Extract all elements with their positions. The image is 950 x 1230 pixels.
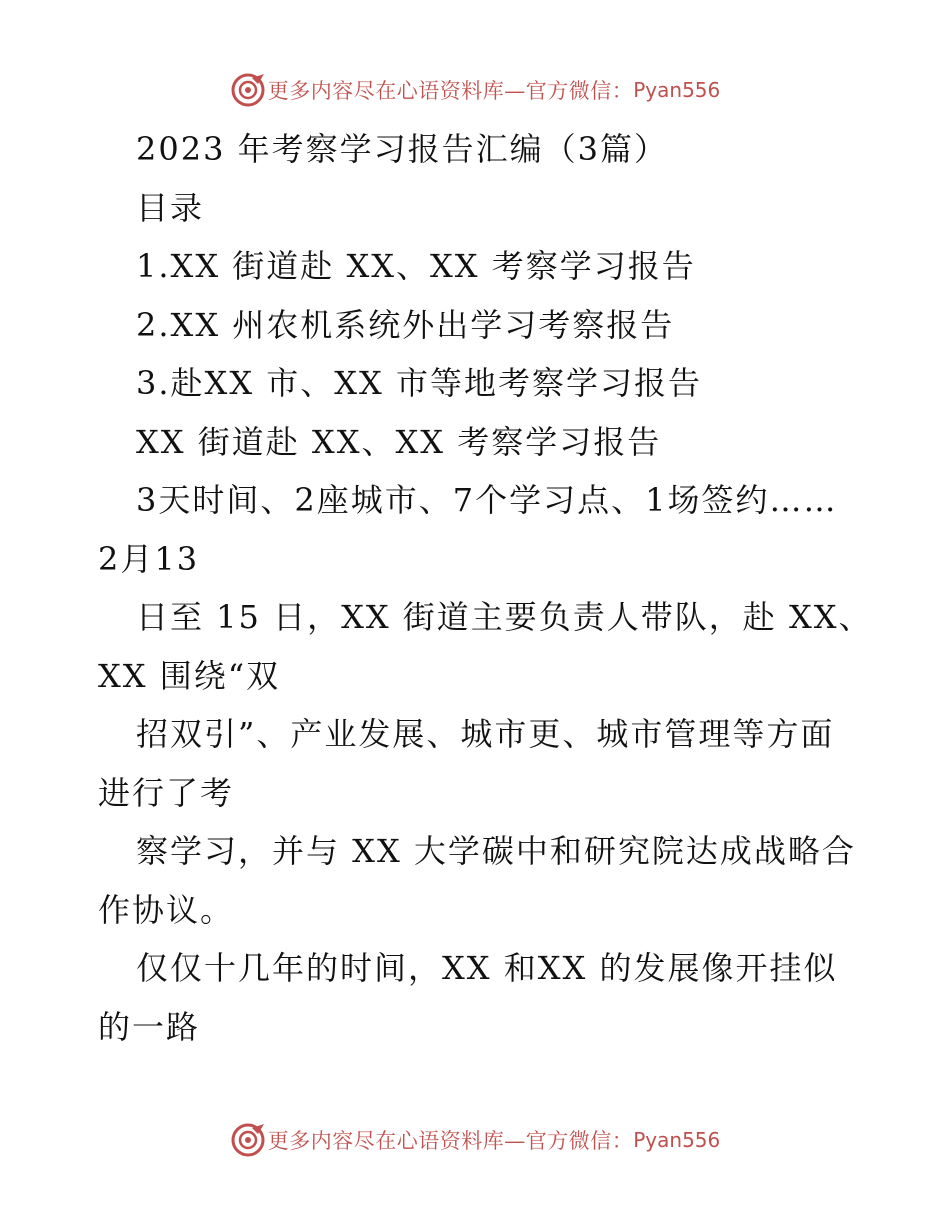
toc-item-2: 2.XX 州农机系统外出学习考察报告 (136, 305, 675, 344)
paragraph-line: 2月13 (98, 539, 200, 578)
paragraph-line: 招双引”、产业发展、城市更、城市管理等方面 (136, 715, 835, 753)
toc-heading: 目录 (136, 188, 205, 227)
paragraph-line: 作协议。 (98, 890, 235, 929)
paragraph-line: 3天时间、2座城市、7个学习点、1场签约…… (136, 481, 838, 519)
toc-item-1: 1.XX 街道赴 XX、XX 考察学习报告 (136, 247, 696, 285)
section-heading: XX 街道赴 XX、XX 考察学习报告 (136, 422, 662, 461)
footer-banner (0, 1120, 950, 1160)
document-title: 2023 年考察学习报告汇编（3篇） (136, 130, 668, 168)
banner-contact: Pyan556 (633, 78, 721, 102)
banner-text: 更多内容尽在心语资料库—官方微信： (267, 1129, 634, 1153)
paragraph-line: 仅仅十几年的时间，XX 和XX 的发展像开挂似 (136, 949, 838, 987)
brand-logo-icon (230, 1122, 266, 1158)
banner-contact: Pyan556 (633, 1128, 721, 1152)
document-body (98, 120, 898, 1056)
brand-logo-icon (230, 72, 266, 108)
paragraph-line: 日至 15 日，XX 街道主要负责人带队，赴 XX、 (136, 598, 873, 636)
header-banner (0, 70, 950, 110)
paragraph-line: 察学习，并与 XX 大学碳中和研究院达成战略合 (136, 832, 856, 870)
paragraph-line: XX 围绕“双 (98, 656, 281, 695)
paragraph-line: 进行了考 (98, 773, 235, 812)
paragraph-line: 的一路 (98, 1007, 201, 1046)
toc-item-3: 3.赴XX 市、XX 市等地考察学习报告 (136, 364, 703, 402)
banner-text: 更多内容尽在心语资料库—官方微信： (267, 79, 634, 103)
